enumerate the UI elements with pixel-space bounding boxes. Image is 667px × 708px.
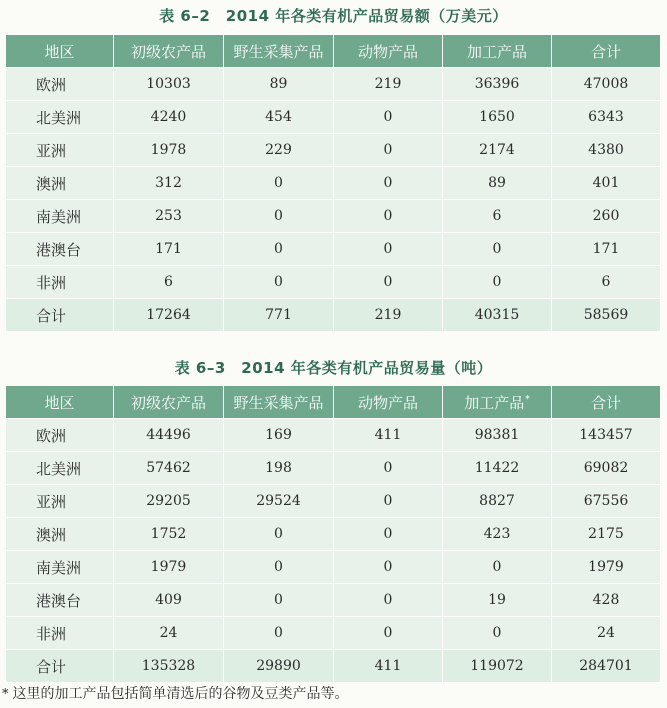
table-6-2-caption: 表 6–2 2014 年各类有机产品贸易额（万美元） <box>159 7 508 25</box>
value-cell: 98381 <box>443 419 552 452</box>
value-cell: 11422 <box>443 452 552 485</box>
value-cell: 771 <box>224 299 334 332</box>
value-cell: 8827 <box>443 485 552 518</box>
value-cell: 89 <box>224 68 334 101</box>
value-cell: 24 <box>114 617 224 650</box>
column-header: 地区 <box>6 35 114 68</box>
value-cell: 0 <box>224 584 334 617</box>
table-row <box>6 617 661 650</box>
column-header-label: 加工产品 <box>464 393 525 412</box>
column-header: 动物产品 <box>334 35 443 68</box>
value-cell: 6 <box>443 200 552 233</box>
region-cell: 港澳台 <box>6 233 114 266</box>
footnote-text: 这里的加工产品包括简单清选后的谷物及豆类产品等。 <box>12 686 349 702</box>
region-cell: 南美洲 <box>6 551 114 584</box>
value-cell: 284701 <box>552 650 661 683</box>
value-cell: 171 <box>114 233 224 266</box>
value-cell: 0 <box>224 551 334 584</box>
footnote <box>2 683 349 703</box>
value-cell: 312 <box>114 167 224 200</box>
table-row <box>6 68 661 101</box>
value-cell: 428 <box>552 584 661 617</box>
table-row <box>6 299 661 332</box>
trade-volume-table <box>5 385 661 683</box>
value-cell: 29205 <box>114 485 224 518</box>
value-cell: 401 <box>552 167 661 200</box>
footnote-mark: * <box>2 687 9 702</box>
value-cell: 36396 <box>443 68 552 101</box>
table-row <box>6 419 661 452</box>
table-row <box>6 584 661 617</box>
region-cell: 非洲 <box>6 617 114 650</box>
column-header <box>443 386 552 419</box>
value-cell: 135328 <box>114 650 224 683</box>
value-cell: 29890 <box>224 650 334 683</box>
column-header: 加工产品 <box>443 35 552 68</box>
value-cell: 0 <box>334 167 443 200</box>
value-cell: 171 <box>552 233 661 266</box>
value-cell: 411 <box>334 419 443 452</box>
value-cell: 0 <box>443 551 552 584</box>
value-cell: 1979 <box>552 551 661 584</box>
region-cell: 澳洲 <box>6 518 114 551</box>
value-cell: 219 <box>334 299 443 332</box>
value-cell: 0 <box>224 233 334 266</box>
value-cell: 0 <box>224 167 334 200</box>
value-cell: 89 <box>443 167 552 200</box>
region-cell: 亚洲 <box>6 485 114 518</box>
value-cell: 0 <box>334 134 443 167</box>
value-cell: 260 <box>552 200 661 233</box>
table-row <box>6 134 661 167</box>
value-cell: 0 <box>443 266 552 299</box>
value-cell: 4240 <box>114 101 224 134</box>
column-header: 合计 <box>552 386 661 419</box>
region-cell: 北美洲 <box>6 101 114 134</box>
region-cell: 南美洲 <box>6 200 114 233</box>
value-cell: 1978 <box>114 134 224 167</box>
value-cell: 0 <box>334 485 443 518</box>
value-cell: 17264 <box>114 299 224 332</box>
column-header: 初级农产品 <box>114 35 224 68</box>
value-cell: 198 <box>224 452 334 485</box>
region-cell: 北美洲 <box>6 452 114 485</box>
region-cell: 欧洲 <box>6 68 114 101</box>
value-cell: 10303 <box>114 68 224 101</box>
value-cell: 0 <box>443 233 552 266</box>
trade-value-table <box>5 34 661 332</box>
table-row <box>6 485 661 518</box>
value-cell: 1752 <box>114 518 224 551</box>
value-cell: 409 <box>114 584 224 617</box>
table-row <box>6 551 661 584</box>
table-row <box>6 200 661 233</box>
region-cell: 澳洲 <box>6 167 114 200</box>
table-row <box>6 101 661 134</box>
table-row <box>6 233 661 266</box>
value-cell: 6343 <box>552 101 661 134</box>
value-cell: 6 <box>552 266 661 299</box>
table-row <box>6 452 661 485</box>
value-cell: 119072 <box>443 650 552 683</box>
value-cell: 57462 <box>114 452 224 485</box>
value-cell: 19 <box>443 584 552 617</box>
table-header-row <box>6 35 661 68</box>
value-cell: 47008 <box>552 68 661 101</box>
table-row <box>6 650 661 683</box>
value-cell: 0 <box>334 518 443 551</box>
column-header: 野生采集产品 <box>224 386 334 419</box>
column-header: 野生采集产品 <box>224 35 334 68</box>
value-cell: 44496 <box>114 419 224 452</box>
footnote-mark: * <box>525 394 530 405</box>
column-header: 合计 <box>552 35 661 68</box>
value-cell: 253 <box>114 200 224 233</box>
value-cell: 58569 <box>552 299 661 332</box>
column-header: 地区 <box>6 386 114 419</box>
value-cell: 0 <box>334 233 443 266</box>
value-cell: 0 <box>224 617 334 650</box>
region-cell: 欧洲 <box>6 419 114 452</box>
value-cell: 40315 <box>443 299 552 332</box>
region-cell: 合计 <box>6 299 114 332</box>
table-header-row <box>6 386 661 419</box>
value-cell: 67556 <box>552 485 661 518</box>
value-cell: 0 <box>224 200 334 233</box>
value-cell: 6 <box>114 266 224 299</box>
value-cell: 229 <box>224 134 334 167</box>
value-cell: 0 <box>334 584 443 617</box>
value-cell: 0 <box>224 518 334 551</box>
value-cell: 1979 <box>114 551 224 584</box>
value-cell: 0 <box>334 452 443 485</box>
value-cell: 219 <box>334 68 443 101</box>
value-cell: 411 <box>334 650 443 683</box>
table-6-3-caption: 表 6–3 2014 年各类有机产品贸易量（吨） <box>174 359 493 377</box>
value-cell: 0 <box>334 266 443 299</box>
value-cell: 454 <box>224 101 334 134</box>
value-cell: 1650 <box>443 101 552 134</box>
region-cell: 港澳台 <box>6 584 114 617</box>
table-row <box>6 167 661 200</box>
value-cell: 0 <box>224 266 334 299</box>
region-cell: 亚洲 <box>6 134 114 167</box>
value-cell: 0 <box>334 200 443 233</box>
column-header: 初级农产品 <box>114 386 224 419</box>
value-cell: 2174 <box>443 134 552 167</box>
value-cell: 24 <box>552 617 661 650</box>
region-cell: 合计 <box>6 650 114 683</box>
value-cell: 29524 <box>224 485 334 518</box>
value-cell: 0 <box>334 101 443 134</box>
value-cell: 69082 <box>552 452 661 485</box>
column-header: 动物产品 <box>334 386 443 419</box>
value-cell: 423 <box>443 518 552 551</box>
value-cell: 2175 <box>552 518 661 551</box>
value-cell: 143457 <box>552 419 661 452</box>
value-cell: 0 <box>443 617 552 650</box>
value-cell: 169 <box>224 419 334 452</box>
value-cell: 4380 <box>552 134 661 167</box>
table-row <box>6 518 661 551</box>
region-cell: 非洲 <box>6 266 114 299</box>
value-cell: 0 <box>334 617 443 650</box>
value-cell: 0 <box>334 551 443 584</box>
table-row <box>6 266 661 299</box>
